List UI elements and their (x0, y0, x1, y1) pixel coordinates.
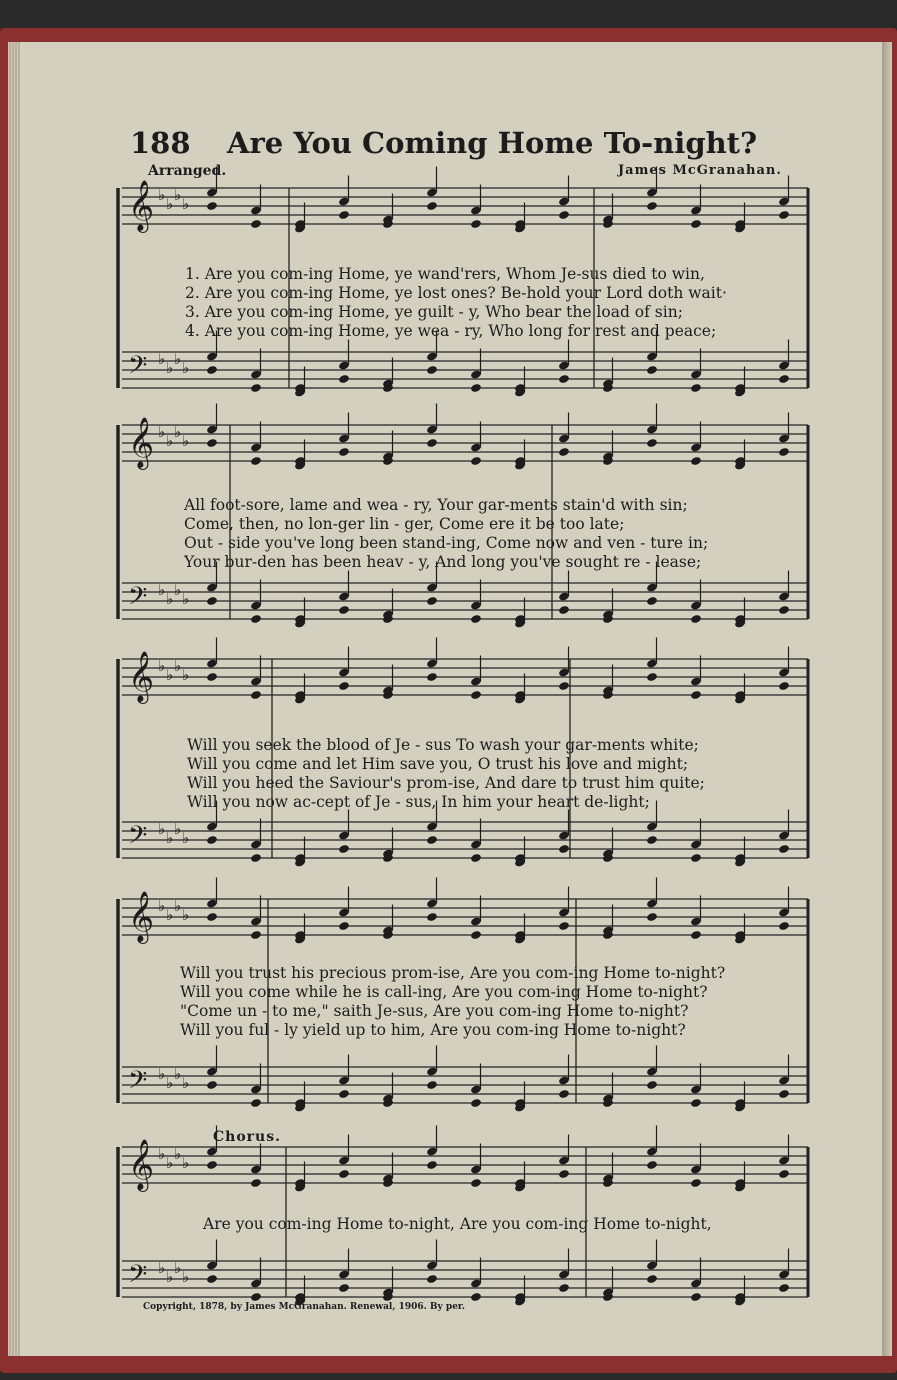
svg-text:♭: ♭ (166, 829, 174, 847)
svg-text:♭: ♭ (166, 1154, 174, 1172)
svg-text:♭: ♭ (174, 350, 182, 368)
svg-text:♭: ♭ (182, 359, 190, 377)
chorus-lyric: Are you com-ing Home to-night, Are you com-ing Home to-night, (203, 1215, 712, 1233)
hymn-title: Are You Coming Home To-night? (227, 126, 758, 160)
svg-text:♭: ♭ (182, 829, 190, 847)
svg-text:𝄢: 𝄢 (128, 821, 148, 856)
svg-text:𝄞: 𝄞 (128, 417, 155, 468)
svg-text:♭: ♭ (182, 906, 190, 924)
verse-line: Will you now ac-cept of Je - sus, In him your heart de-light; (187, 793, 650, 811)
svg-text:𝄞: 𝄞 (128, 891, 155, 942)
svg-text:♭: ♭ (182, 195, 190, 213)
verse-line: All foot-sore, lame and wea - ry, Your gar-ments stain'd with sin; (184, 496, 688, 514)
svg-text:♭: ♭ (182, 1154, 190, 1172)
svg-text:♭: ♭ (166, 1268, 174, 1286)
svg-text:♭: ♭ (174, 423, 182, 441)
verse-line: "Come un - to me," saith Je-sus, Are you com-ing Home to-night? (180, 1002, 689, 1020)
svg-text:♭: ♭ (158, 186, 166, 204)
svg-text:♭: ♭ (166, 906, 174, 924)
svg-text:♭: ♭ (174, 1259, 182, 1277)
composer-name: James McGranahan. (618, 163, 782, 178)
verse-line: 4. Are you com-ing Home, ye wea - ry, Who long for rest and peace; (185, 322, 717, 340)
svg-text:♭: ♭ (182, 1074, 190, 1092)
svg-text:♭: ♭ (158, 1065, 166, 1083)
svg-text:♭: ♭ (174, 897, 182, 915)
verse-line: Will you trust his precious prom-ise, Are you com-ing Home to-night? (180, 964, 726, 982)
svg-text:♭: ♭ (174, 1145, 182, 1163)
svg-text:♭: ♭ (174, 657, 182, 675)
svg-text:♭: ♭ (174, 581, 182, 599)
svg-text:𝄞: 𝄞 (128, 180, 155, 231)
svg-text:♭: ♭ (182, 666, 190, 684)
svg-text:♭: ♭ (166, 1074, 174, 1092)
verse-line: 1. Are you com-ing Home, ye wand'rers, Whom Je-sus died to win, (185, 265, 705, 283)
svg-text:♭: ♭ (166, 432, 174, 450)
verse-line: Come, then, no lon-ger lin - ger, Come ere it be too late; (184, 515, 625, 533)
svg-text:♭: ♭ (182, 432, 190, 450)
svg-text:♭: ♭ (158, 897, 166, 915)
verse-line: Will you come while he is call-ing, Are you com-ing Home to-night? (180, 983, 708, 1001)
svg-text:𝄞: 𝄞 (128, 1139, 155, 1190)
svg-text:♭: ♭ (174, 186, 182, 204)
verse-line: Your bur-den has been heav - y, And long you've sought re - lease; (184, 553, 702, 571)
verse-line: Out - side you've long been stand-ing, Come now and ven - ture in; (184, 534, 709, 552)
hymn-number: 188 (130, 126, 191, 160)
svg-text:♭: ♭ (166, 590, 174, 608)
svg-text:♭: ♭ (158, 1145, 166, 1163)
svg-text:𝄞: 𝄞 (128, 651, 155, 702)
svg-text:♭: ♭ (158, 581, 166, 599)
verse-line: Will you seek the blood of Je - sus To wash your gar-ments white; (187, 736, 699, 754)
svg-text:♭: ♭ (166, 666, 174, 684)
verse-line: Will you ful - ly yield up to him, Are you com-ing Home to-night? (180, 1021, 686, 1039)
svg-text:♭: ♭ (158, 820, 166, 838)
svg-text:𝄢: 𝄢 (128, 1066, 148, 1101)
svg-text:♭: ♭ (158, 657, 166, 675)
arranged-label: Arranged. (148, 163, 227, 179)
svg-text:𝄢: 𝄢 (128, 351, 148, 386)
verse-line: Will you come and let Him save you, O trust his love and might; (187, 755, 689, 773)
svg-text:♭: ♭ (166, 359, 174, 377)
copyright-notice: Copyright, 1878, by James McGranahan. Renewal, 1906. By per. (143, 1302, 465, 1312)
verse-line: 2. Are you com-ing Home, ye lost ones? Be-hold your Lord doth wait· (185, 284, 727, 302)
svg-text:𝄢: 𝄢 (128, 1260, 148, 1295)
svg-text:♭: ♭ (166, 195, 174, 213)
svg-text:♭: ♭ (174, 820, 182, 838)
svg-text:♭: ♭ (158, 350, 166, 368)
verse-line: 3. Are you com-ing Home, ye guilt - y, Who bear the load of sin; (185, 303, 683, 321)
svg-text:♭: ♭ (158, 1259, 166, 1277)
verse-line: Will you heed the Saviour's prom-ise, And dare to trust him quite; (187, 774, 705, 792)
chorus-label: Chorus. (213, 1129, 281, 1145)
svg-text:♭: ♭ (182, 1268, 190, 1286)
svg-text:𝄢: 𝄢 (128, 582, 148, 617)
svg-text:♭: ♭ (174, 1065, 182, 1083)
svg-text:♭: ♭ (158, 423, 166, 441)
svg-text:♭: ♭ (182, 590, 190, 608)
